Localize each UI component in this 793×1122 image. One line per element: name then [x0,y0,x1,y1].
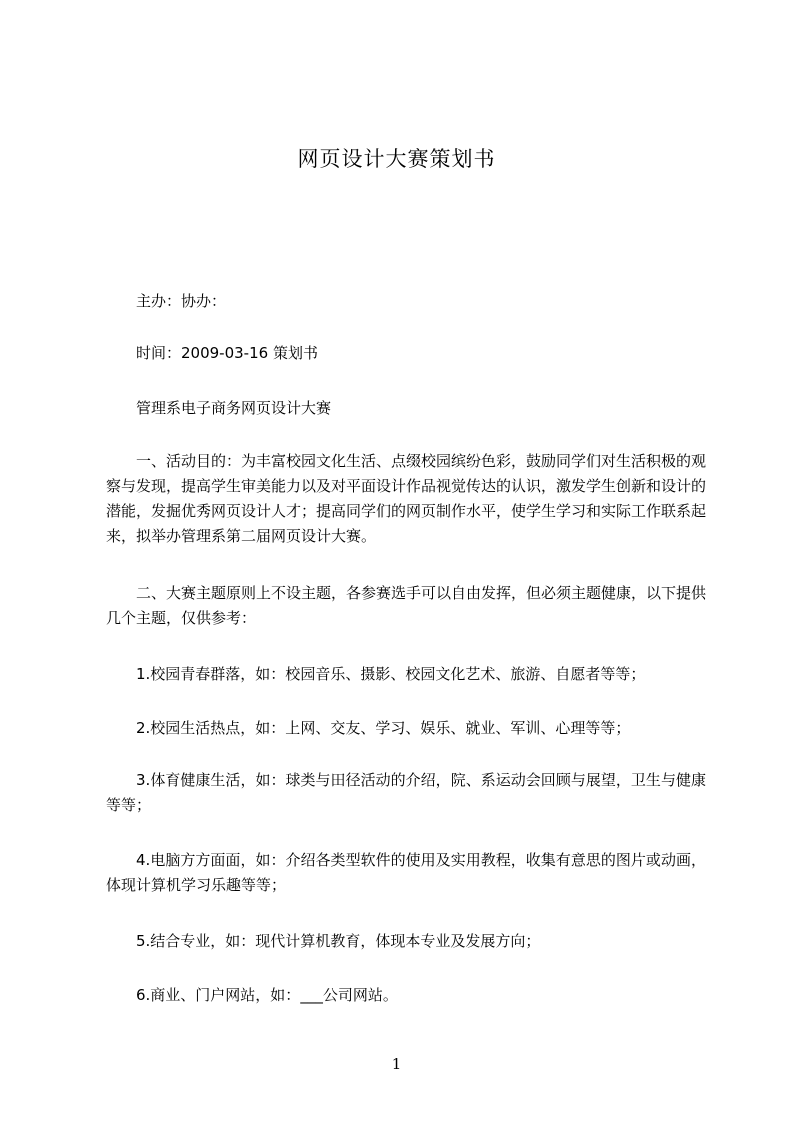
list-item: 3.体育健康生活，如：球类与田径活动的介绍，院、系运动会回顾与展望，卫生与健康等等； [106,771,706,814]
list-item: 4.电脑方方面面，如：介绍各类型软件的使用及实用教程，收集有意思的图片或动画，体现计算机学习乐趣等等； [106,851,706,894]
list-item: 6.商业、门户网站，如：___公司网站。 [136,986,398,1004]
section-1-paragraph: 一、活动目的：为丰富校园文化生活、点缀校园缤纷色彩，鼓励同学们对生活积极的观察与发现，提高学生审美能力以及对平面设计作品视觉传达的认识，激发学生创新和设计的潜能，发掘优秀网页设计人才；提高同学们的网页制作水平，使学生学习和实际工作联系起来，拟举办管理系第二届网页设计大赛。 [106,452,707,545]
page-number: 1 [391,1055,402,1073]
page-title: 网页设计大赛策划书 [297,147,496,171]
time-line: 时间：2009-03-16 策划书 [136,344,318,362]
list-item: 5.结合专业，如：现代计算机教育，体现本专业及发展方向； [136,932,541,950]
organizer-line: 主办：协办： [136,292,227,310]
section-2-paragraph: 二、大赛主题原则上不设主题，各参赛选手可以自由发挥，但必须主题健康，以下提供几个主题，仅供参考： [106,584,707,627]
list-item: 1.校园青春群落，如：校园音乐、摄影、校园文化艺术、旅游、自愿者等等； [136,665,646,683]
list-item: 2.校园生活热点，如：上网、交友、学习、娱乐、就业、军训、心理等等； [136,719,631,737]
event-name: 管理系电子商务网页设计大赛 [136,399,332,417]
